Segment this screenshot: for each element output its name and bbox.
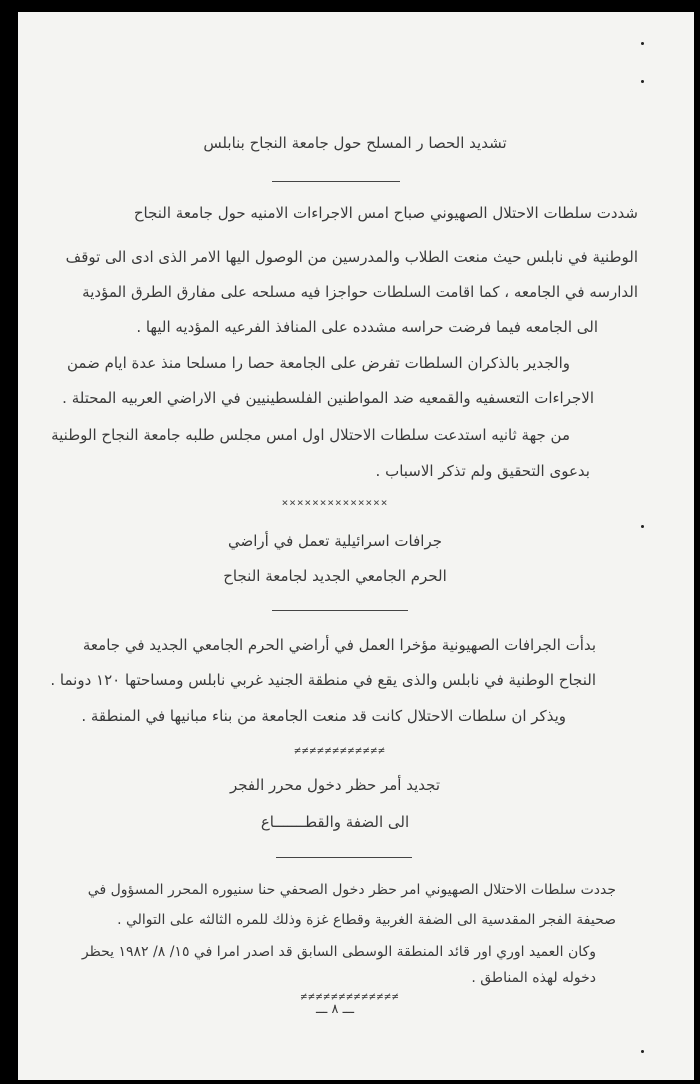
edge-mark [641,1050,644,1053]
article3-line: جددت سلطات الاحتلال الصهيوني امر حظر دخول الصحفي حنا سنيوره المحرر المسؤول في [87,882,616,898]
article1-line: شددت سلطات الاحتلال الصهيوني صباح امس الاجراءات الامنيه حول جامعة النجاح [133,204,638,222]
article2-title-line: الحرم الجامعي الجديد لجامعة النجاح [223,567,447,585]
edge-mark [641,80,644,83]
article3-line: دخوله لهذه المناطق . [471,970,596,986]
article1-title: تشديد الحصا ر المسلح حول جامعة النجاح بنابلس [203,134,507,152]
edge-mark [641,42,644,45]
article1-title-rule [272,181,400,182]
article1-line: والجدير بالذكران السلطات تفرض على الجامعة حصا را مسلحا منذ عدة ايام ضمن [66,354,570,372]
article2-line: النجاح الوطنية في نابلس والذى يقع في منطقة الجنيد غربي نابلس ومساحتها ١٢٠ دونما . [50,671,596,689]
article3-line: وكان العميد اوري اور قائد المنطقة الوسطى السابق قد اصدر امرا في ١٥/ ٨/ ١٩٨٢ يحظر [81,944,596,960]
article1-line: الدارسه في الجامعه ، كما اقامت السلطات حواجزا فيه مسلحه على مفارق الطرق المؤدية [82,283,638,301]
article3-title-line: تجديد أمر حظر دخول محرر الفجر [229,776,441,794]
edge-mark [641,525,644,528]
article1-line: من جهة ثانيه استدعت سلطات الاحتلال اول امس مجلس طلبه جامعة النجاح الوطنية [51,426,570,444]
article2-title-line: جرافات اسرائيلية تعمل في أراضي [228,532,442,550]
article3-line: صحيفة الفجر المقدسية الى الضفة الغربية وقطاع غزة وذلك للمره الثالثه على التوالي . [117,912,616,928]
article1-line: بدعوى التحقيق ولم تذكر الاسباب . [375,462,590,480]
page-number: ـــ ٨ ـــ [315,1002,355,1017]
article2-line: ويذكر ان سلطات الاحتلال كانت قد منعت الجامعة من بناء مبانيها في المنطقة . [81,707,566,725]
article1-line: الاجراءات التعسفيه والقمعيه ضد المواطنين الفلسطينيين في الاراضي العربيه المحتلة . [62,389,594,407]
separator-stars: ×××××××××××××× [281,496,389,509]
separator-marks: ≠≠≠≠≠≠≠≠≠≠≠≠≠ [300,990,400,1003]
article2-title-rule [272,610,408,611]
article3-title-line: الى الضفة والقطـــــــاع [260,813,410,831]
article3-title-rule [276,857,412,858]
article1-line: الوطنية في نابلس حيث منعت الطلاب والمدرسين من الوصول اليها الامر الذى ادى الى توقف [65,248,638,266]
article1-line: الى الجامعه فيما فرضت حراسه مشدده على المنافذ الفرعيه المؤديه اليها . [136,318,598,336]
article2-line: بدأت الجرافات الصهيونية مؤخرا العمل في أراضي الحرم الجامعي الجديد في جامعة [82,636,596,654]
separator-marks: ≠≠≠≠≠≠≠≠≠≠≠≠ [294,744,386,757]
